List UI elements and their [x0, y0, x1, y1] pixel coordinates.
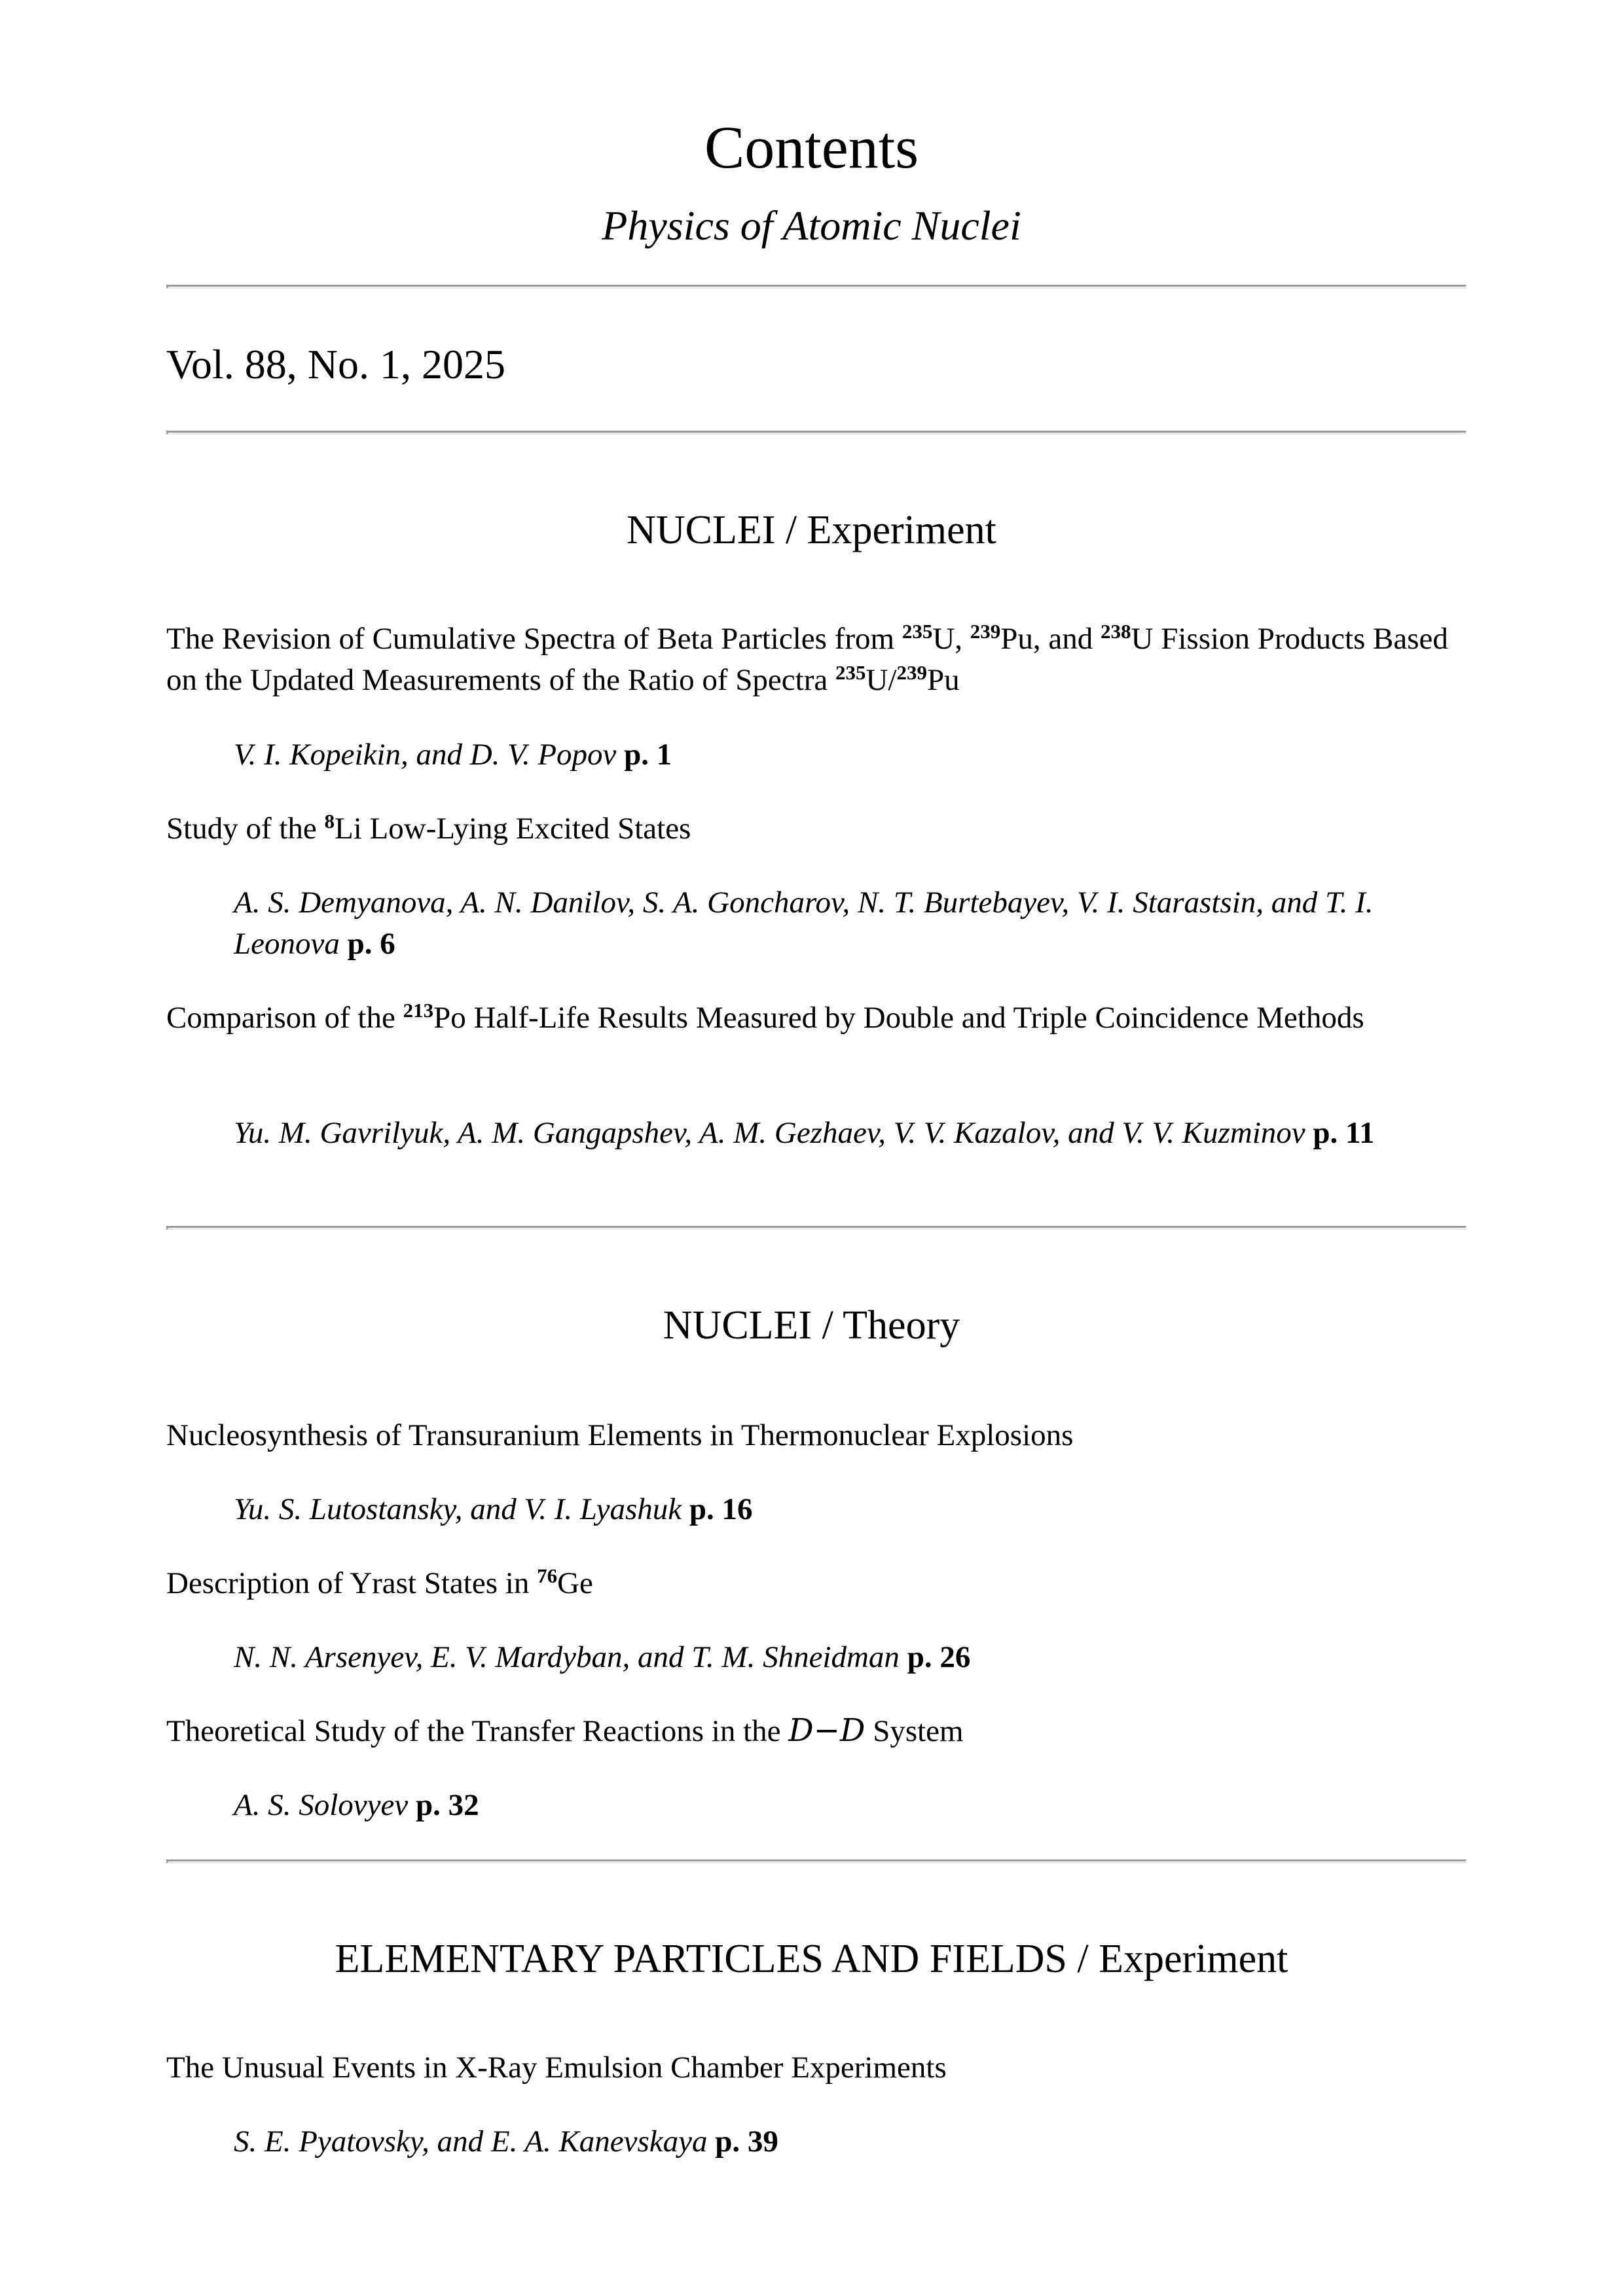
page-title: Contents — [704, 114, 919, 181]
page-number: p. 11 — [1313, 1116, 1375, 1150]
article-title[interactable]: Study of the $^8$Li Low-Lying Excited States — [166, 810, 691, 846]
article-title[interactable]: Description of Yrast States in $^{76}$Ge — [166, 1564, 593, 1600]
page-number: p. 6 — [347, 927, 395, 961]
article-title[interactable]: Nucleosynthesis of Transuranium Elements in Thermonuclear Explosions — [166, 1418, 1074, 1452]
divider — [166, 1226, 1467, 1230]
article-authors: Yu. M. Gavrilyuk, A. M. Gangapshev, A. M. Gezhaev, V. V. Kazalov, and V. V. Kuzminov p. 11 — [234, 1116, 1375, 1150]
volume-issue: Vol. 88, No. 1, 2025 — [166, 341, 505, 387]
article-authors: N. N. Arsenyev, E. V. Mardyban, and T. M. Shneidman p. 26 — [234, 1640, 971, 1674]
article-authors: S. E. Pyatovsky, and E. A. Kanevskaya p. 39 — [234, 2125, 778, 2159]
page-number: p. 1 — [624, 738, 672, 772]
page-number: p. 16 — [689, 1492, 753, 1526]
article-title[interactable]: The Revision of Cumulative Spectra of Beta Particles from $^{235}$U, $^{239}$Pu, and $^{238}$U Fission Products Based on the Updated Measurements of the Ratio of Spectra $^{235}$U/$^{239}$Pu — [166, 620, 1448, 697]
journal-name: Physics of Atomic Nuclei — [602, 202, 1021, 249]
article-title[interactable]: Comparison of the $^{213}$Po Half-Life Results Measured by Double and Triple Coincidence Methods — [166, 999, 1364, 1035]
page-number: p. 32 — [415, 1788, 479, 1822]
article-title[interactable]: The Unusual Events in X-Ray Emulsion Chamber Experiments — [166, 2051, 947, 2085]
divider — [166, 285, 1467, 289]
article-authors: A. S. Demyanova, A. N. Danilov, S. A. Goncharov, N. T. Burtebayev, V. I. Starastsin, and T. I. Leonova p. 6 — [234, 886, 1374, 961]
article-authors: V. I. Kopeikin, and D. V. Popov p. 1 — [234, 738, 672, 772]
math-expression: D−D — [788, 1712, 866, 1749]
divider — [166, 1859, 1467, 1863]
divider — [166, 431, 1467, 435]
section-heading: NUCLEI / Theory — [663, 1303, 960, 1348]
article-authors: Yu. S. Lutostansky, and V. I. Lyashuk p. 16 — [234, 1492, 753, 1526]
article-title[interactable]: Theoretical Study of the Transfer Reactions in the D−D System — [166, 1712, 964, 1749]
section-heading: ELEMENTARY PARTICLES AND FIELDS / Experiment — [335, 1937, 1288, 1981]
section-heading: NUCLEI / Experiment — [627, 508, 996, 552]
page-number: p. 26 — [907, 1640, 971, 1674]
article-authors: A. S. Solovyev p. 32 — [234, 1788, 479, 1822]
page-number: p. 39 — [715, 2125, 778, 2159]
